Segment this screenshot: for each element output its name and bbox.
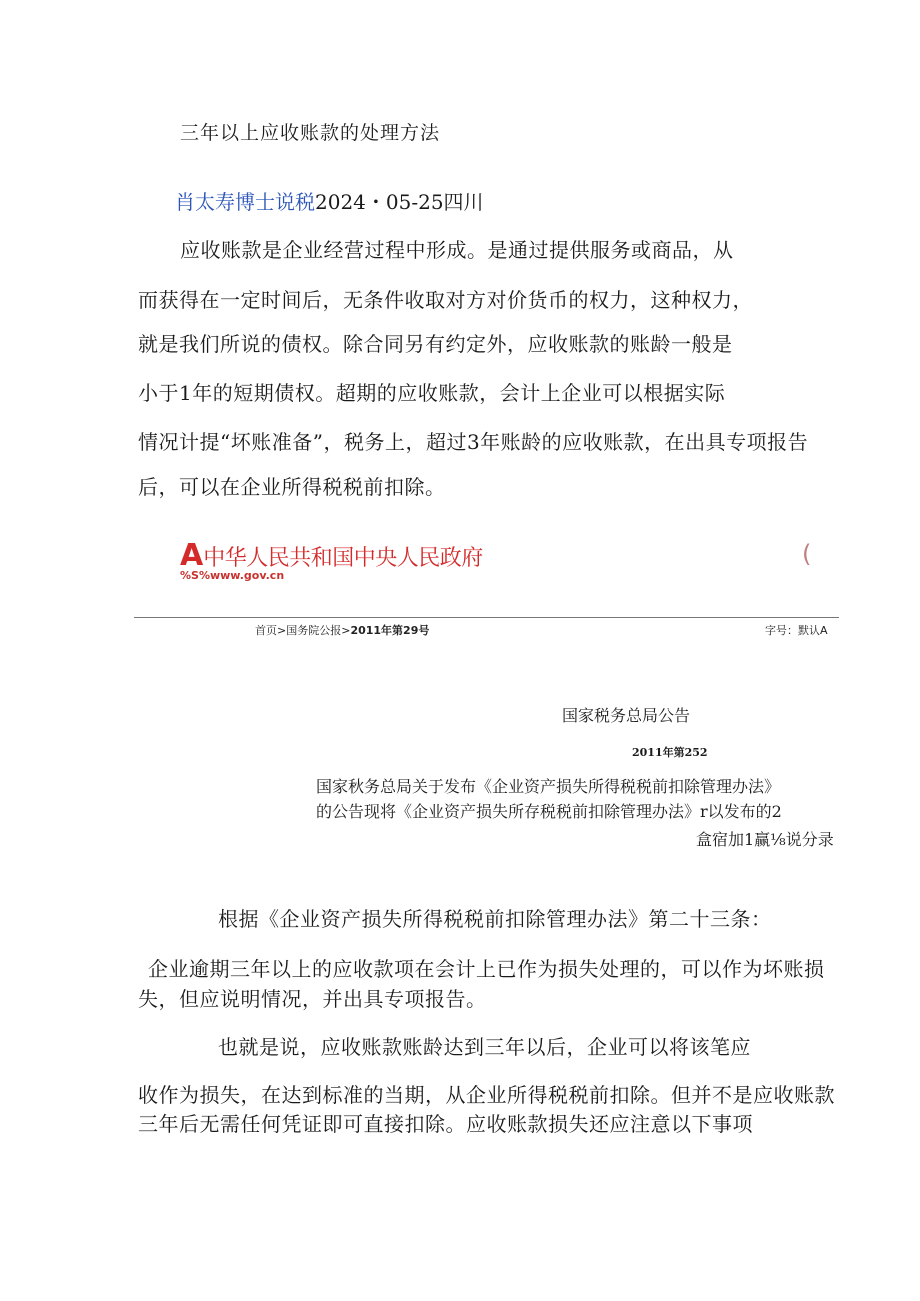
gov-logo-text: 中华人民共和国中央人民政府 — [203, 546, 483, 571]
gov-logo-url: %S%www.gov.cn — [180, 569, 285, 582]
regulation-text-2: 失，但应说明情况，并出具专项报告。 — [138, 987, 487, 1011]
conclusion-line-3: 三年后无需任何凭证即可直接扣除。应收账款损失还应注意以下事项 — [138, 1112, 753, 1136]
gov-logo[interactable] — [180, 538, 483, 573]
announcement-line-2: 的公告现将《企业资产损失所存税税前扣除管理办法》r以发布的2 — [316, 802, 782, 821]
announcement-heading: 国家税务总局公告 — [562, 706, 691, 725]
breadcrumb[interactable] — [255, 622, 429, 638]
announcement-line-1: 国家秋务总局关于发布《企业资产损失所得税税前扣除管理办法》 — [316, 777, 781, 796]
conclusion-line-1: 也就是说，应收账款账龄达到三年以后，企业可以将该笔应 — [218, 1035, 751, 1059]
publish-date: 2024・05-25四川 — [315, 190, 484, 214]
breadcrumb-path[interactable]: 首页>国务院公报> — [255, 624, 351, 637]
font-size-control[interactable]: 字号：默认A — [765, 624, 828, 637]
announcement-line-3: 盒宿加1赢⅛说分录 — [696, 830, 834, 849]
corner-paren: ( — [802, 540, 812, 568]
conclusion-line-2: 收作为损失，在达到标准的当期，从企业所得税税前扣除。但并不是应收账款 — [138, 1083, 835, 1107]
author-link[interactable]: 肖太寿博士说税 — [175, 190, 315, 214]
header-divider — [134, 617, 839, 618]
intro-line-4: 小于1年的短期债权。超期的应收账款，会计上企业可以根据实际 — [138, 381, 726, 405]
byline — [175, 186, 484, 215]
intro-line-2: 而获得在一定时间后，无条件收取对方对价货币的权力，这种权力， — [138, 288, 753, 312]
intro-line-5: 情况计提“坏账准备”，税务上，超过3年账龄的应收账款，在出具专项报告 — [138, 430, 809, 454]
breadcrumb-current: 2011年第29号 — [350, 624, 430, 637]
regulation-reference: 根据《企业资产损失所得税税前扣除管理办法》第二十三条： — [218, 907, 772, 931]
intro-line-1: 应收账款是企业经营过程中形成。是通过提供服务或商品，从 — [180, 238, 734, 262]
intro-line-6: 后，可以在企业所得税税前扣除。 — [138, 475, 446, 499]
article-title: 三年以上应收账款的处理方法 — [180, 122, 441, 144]
intro-line-3: 就是我们所说的债权。除合同另有约定外，应收账款的账龄一般是 — [138, 332, 733, 356]
announcement-number: 2011年第252 — [632, 746, 708, 759]
gov-logo-letter: A — [180, 538, 204, 573]
regulation-text-1: 企业逾期三年以上的应收款项在会计上已作为损失处理的，可以作为坏账损 — [148, 957, 825, 981]
